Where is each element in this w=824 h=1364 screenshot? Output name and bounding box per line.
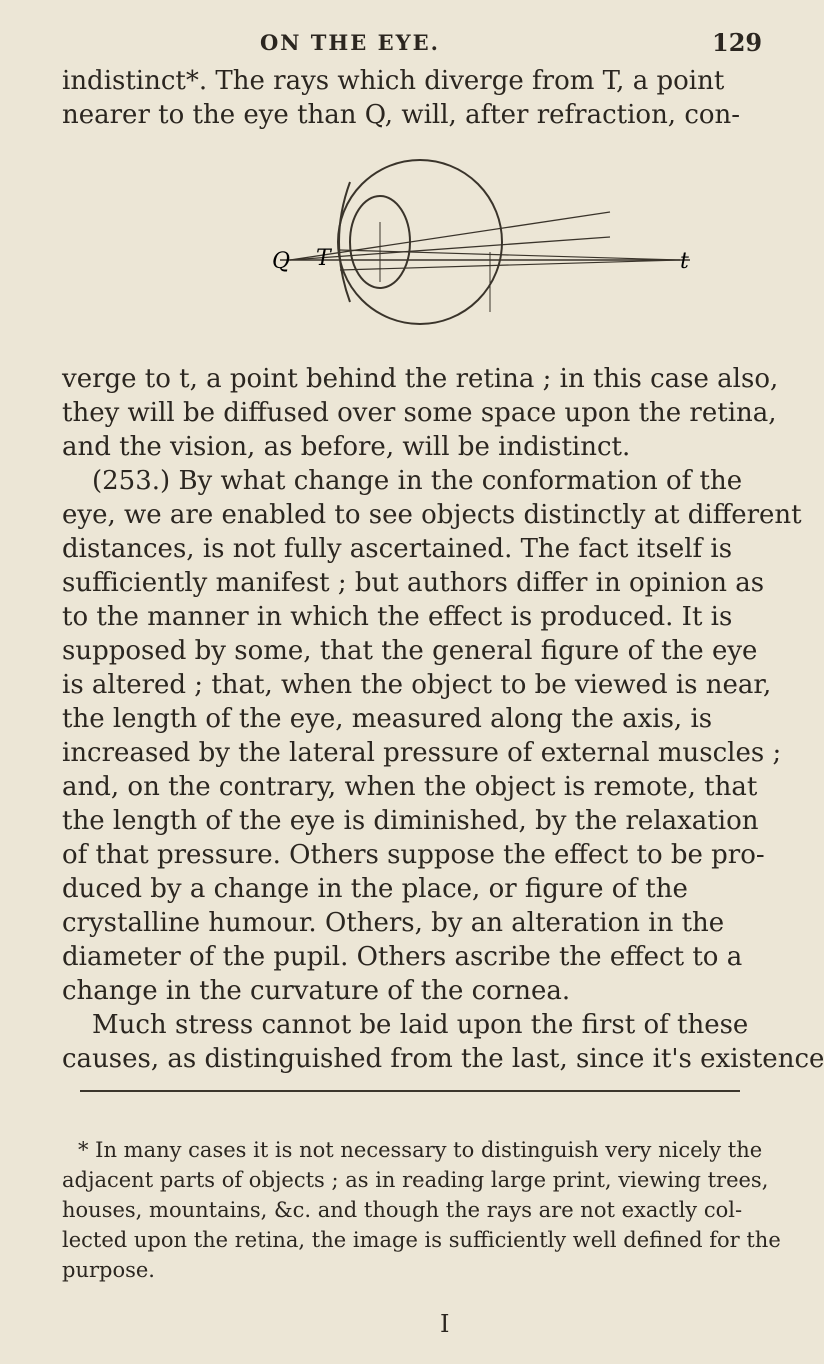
body-line: the length of the eye is diminished, by the relaxation bbox=[62, 806, 759, 836]
body-line: to the manner in which the effect is produced. It is bbox=[62, 602, 733, 632]
ray-converging-upper bbox=[340, 250, 680, 260]
body-line: sufficiently manifest ; but authors differ in opinion as bbox=[62, 568, 765, 598]
body-line: diameter of the pupil. Others ascribe the effect to a bbox=[62, 942, 743, 972]
eye-diagram bbox=[272, 142, 720, 352]
body-line: supposed by some, that the general figure of the eye bbox=[62, 636, 758, 666]
body-line: and the vision, as before, will be indistinct. bbox=[62, 432, 631, 462]
running-head: ON THE EYE. bbox=[260, 30, 440, 55]
footnote-line: * In many cases it is not necessary to distinguish very nicely the bbox=[78, 1138, 763, 1162]
body-line: crystalline humour. Others, by an alteration in the bbox=[62, 908, 725, 938]
body-line: Much stress cannot be laid upon the first of these bbox=[92, 1010, 749, 1040]
label-q: Q bbox=[272, 249, 291, 274]
body-line: the length of the eye, measured along the axis, is bbox=[62, 704, 713, 734]
body-line: distances, is not fully ascertained. The fact itself is bbox=[62, 534, 733, 564]
label-t-upper: T bbox=[316, 246, 331, 271]
body-line: causes, as distinguished from the last, since it's existence bbox=[62, 1044, 824, 1074]
footnote-line: lected upon the retina, the image is sufficiently well defined for the bbox=[62, 1228, 781, 1252]
signature-mark: I bbox=[440, 1310, 450, 1338]
body-line: verge to t, a point behind the retina ; in this case also, bbox=[62, 364, 779, 394]
eye-outline bbox=[338, 160, 502, 324]
footnote-line: houses, mountains, &c. and though the rays are not exactly col- bbox=[62, 1198, 743, 1222]
ray-converging-lower bbox=[340, 260, 680, 270]
cornea bbox=[339, 182, 350, 302]
body-line: nearer to the eye than Q, will, after refraction, con- bbox=[62, 100, 741, 130]
body-line: increased by the lateral pressure of external muscles ; bbox=[62, 738, 782, 768]
label-t-lower: t bbox=[680, 249, 689, 274]
footnote-line: adjacent parts of objects ; as in reading large print, viewing trees, bbox=[62, 1168, 769, 1192]
body-line: eye, we are enabled to see objects distinctly at different bbox=[62, 500, 802, 530]
body-line: and, on the contrary, when the object is remote, that bbox=[62, 772, 758, 802]
footnote-rule bbox=[80, 1090, 740, 1092]
page-number: 129 bbox=[712, 28, 763, 57]
footnote-line: purpose. bbox=[62, 1258, 155, 1282]
body-line: duced by a change in the place, or figure of the bbox=[62, 874, 688, 904]
section-start-line: (253.) By what change in the conformation of the bbox=[92, 466, 743, 496]
body-line: is altered ; that, when the object to be viewed is near, bbox=[62, 670, 772, 700]
body-line: change in the curvature of the cornea. bbox=[62, 976, 571, 1006]
page-header bbox=[0, 22, 801, 58]
body-line: they will be diffused over some space upon the retina, bbox=[62, 398, 777, 428]
body-line: of that pressure. Others suppose the effect to be pro- bbox=[62, 840, 765, 870]
body-line: indistinct*. The rays which diverge from T, a point bbox=[62, 66, 725, 96]
